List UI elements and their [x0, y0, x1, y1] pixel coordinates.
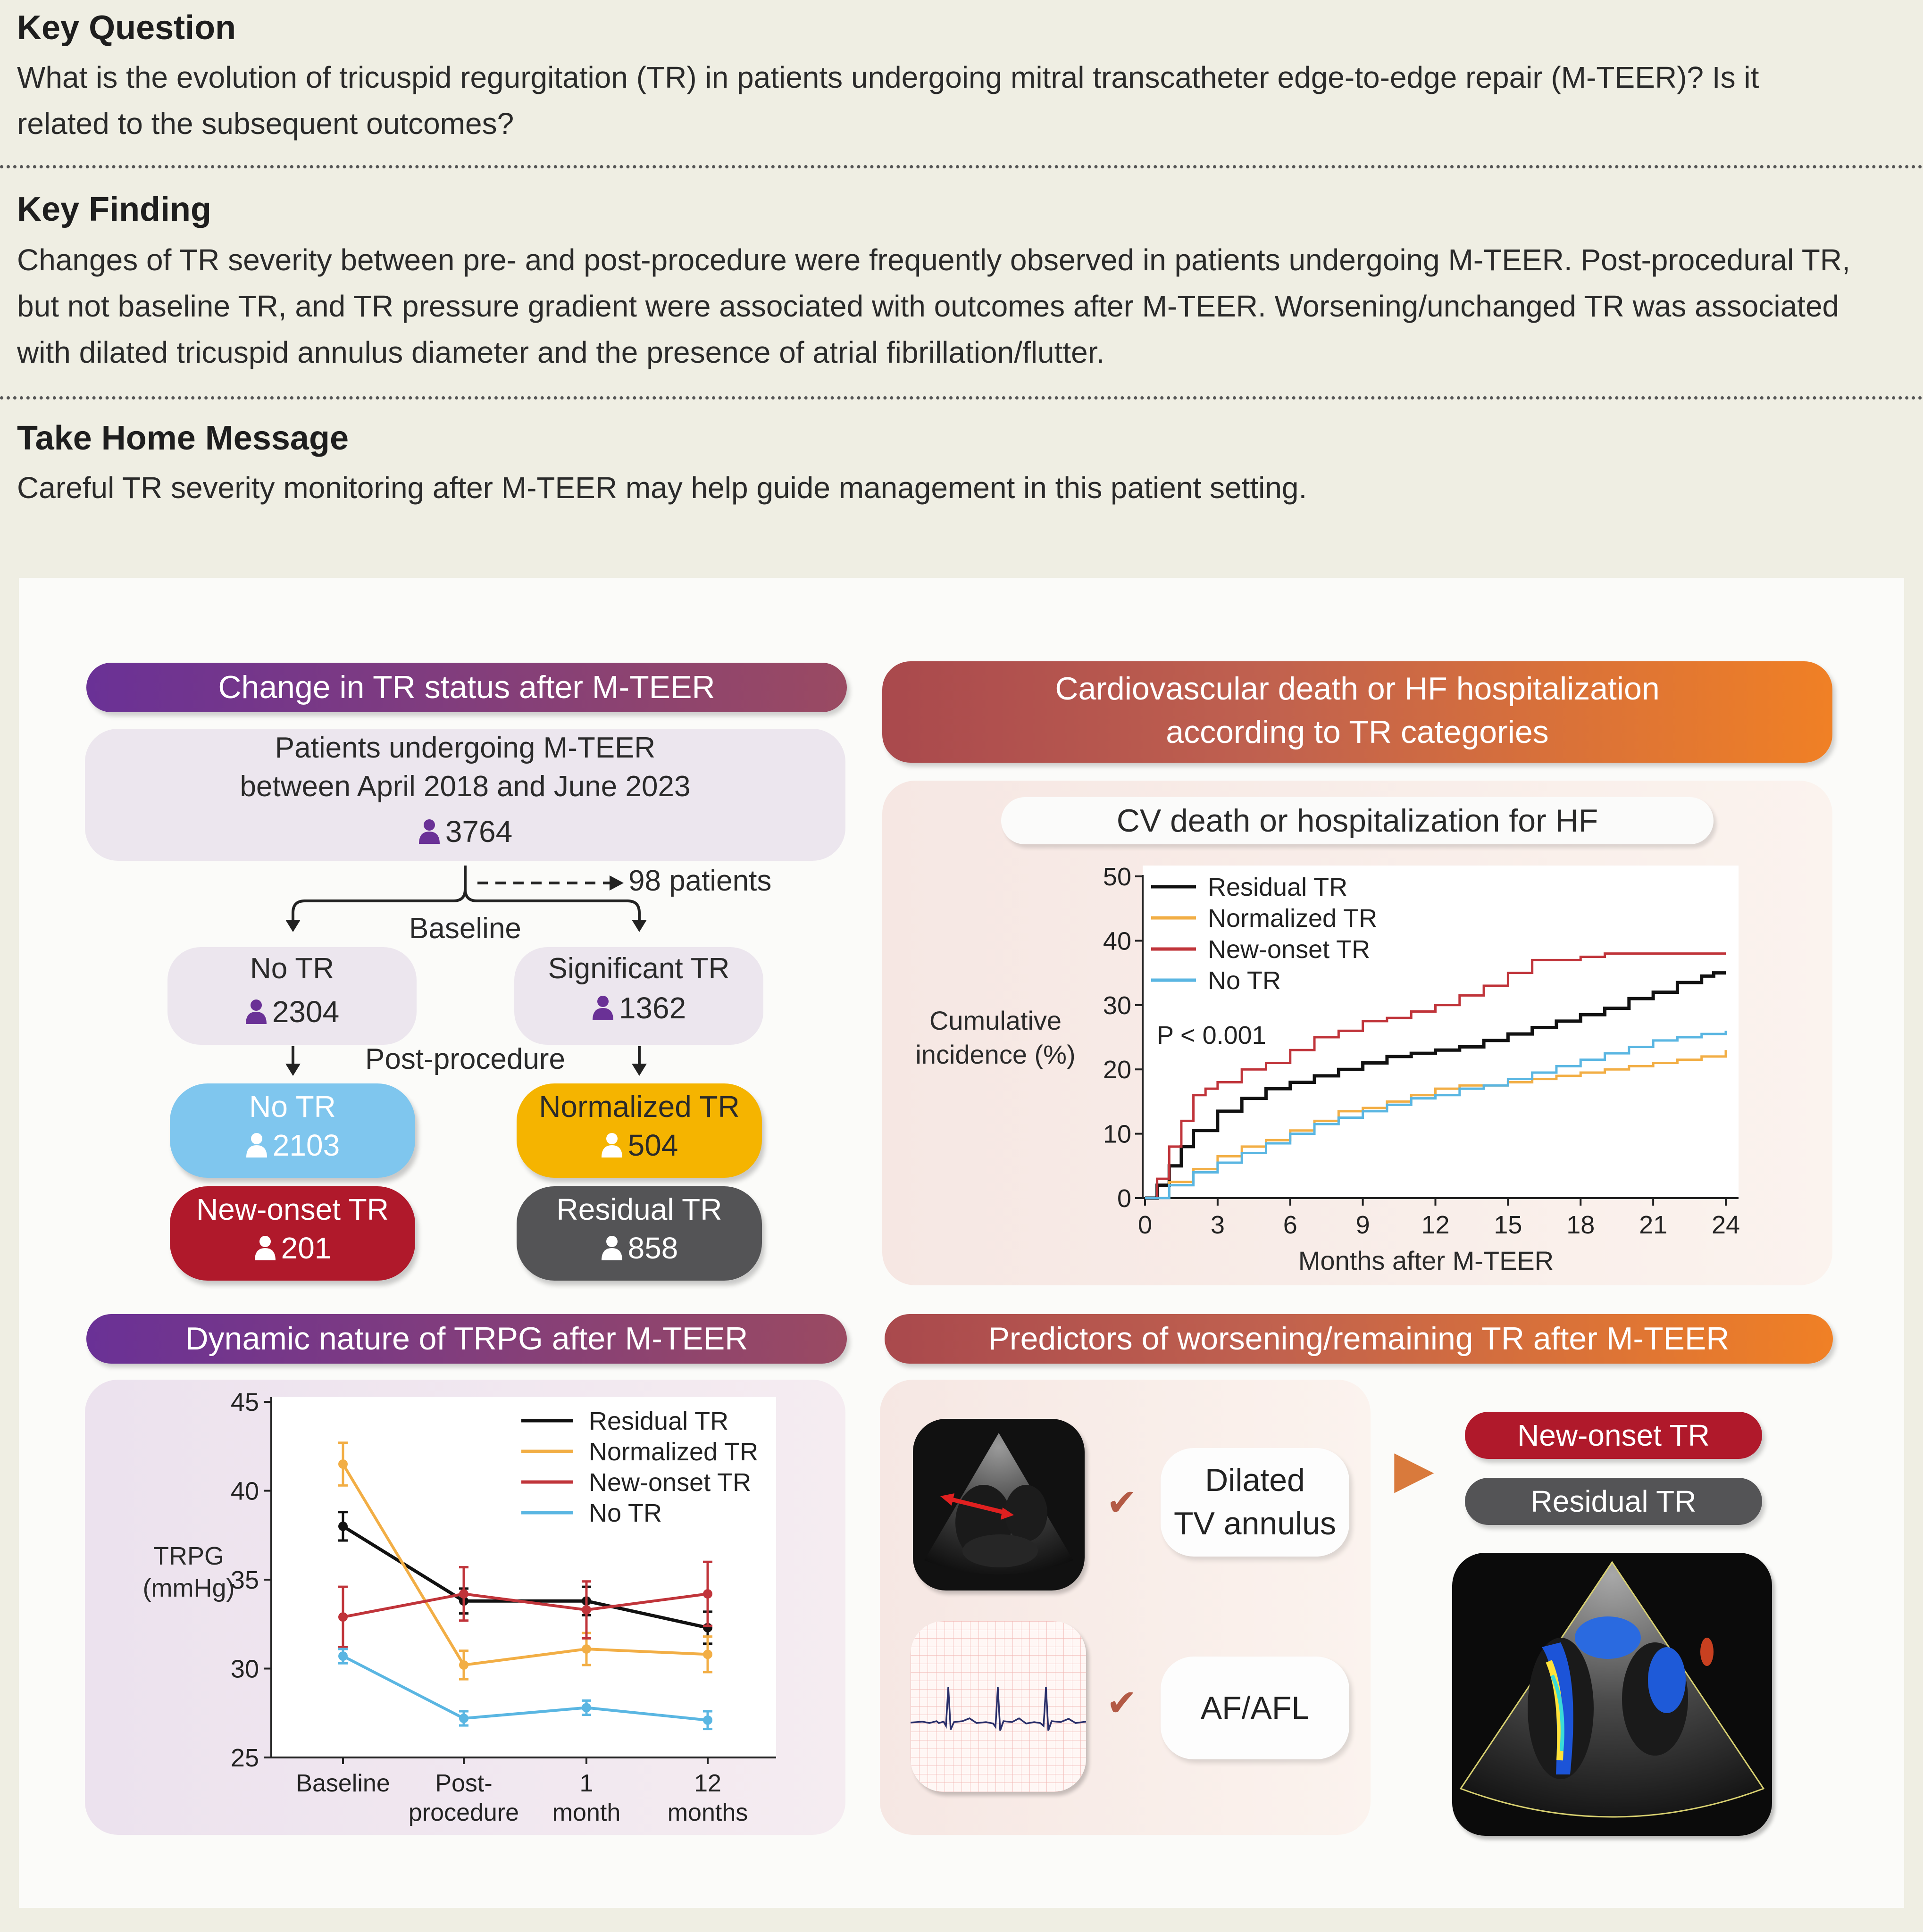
- predictor-af-afl: AF/AFL: [1161, 1657, 1349, 1759]
- data-point: [703, 1649, 712, 1659]
- data-point: [703, 1589, 712, 1599]
- x-tick-label: procedure: [408, 1799, 519, 1826]
- x-tick-label: 6: [1283, 1211, 1297, 1239]
- data-point: [459, 1589, 468, 1599]
- y-tick-label: 25: [230, 1744, 259, 1772]
- post-new-onset-label: New-onset TR: [196, 1192, 389, 1226]
- key-question-heading: Key Question: [17, 9, 236, 47]
- legend-label: New-onset TR: [589, 1468, 752, 1497]
- x-tick-label: 3: [1210, 1211, 1225, 1239]
- trpg-title: Dynamic nature of TRPG after M-TEER: [86, 1314, 847, 1364]
- predictor-line: Dilated: [1205, 1462, 1305, 1498]
- y-tick-label: 50: [1103, 863, 1131, 891]
- p-value: P < 0.001: [1157, 1021, 1266, 1049]
- data-point: [459, 1660, 468, 1670]
- km-ylabel-line: incidence (%): [915, 1040, 1076, 1069]
- count-value: 858: [627, 1231, 678, 1265]
- flow-title: Change in TR status after M-TEER: [86, 663, 847, 712]
- echo-image: [913, 1419, 1085, 1591]
- take-home-line: Careful TR severity monitoring after M-TEER may help guide management in this patient setting.: [17, 471, 1307, 505]
- legend-label: New-onset TR: [1208, 935, 1371, 964]
- data-point: [338, 1459, 348, 1469]
- outcome-residual-tr: Residual TR: [1465, 1478, 1762, 1525]
- y-tick-label: 0: [1117, 1184, 1131, 1213]
- outcome-new-onset-tr: New-onset TR: [1465, 1412, 1762, 1459]
- post-residual-label: Residual TR: [556, 1192, 722, 1226]
- y-tick-label: 30: [230, 1655, 259, 1683]
- x-tick-label: Baseline: [296, 1770, 390, 1797]
- cohort-line: Patients undergoing M-TEER: [275, 732, 656, 764]
- x-tick-label: months: [667, 1799, 748, 1826]
- count-value: 2103: [272, 1128, 340, 1162]
- post-procedure-label: Post-procedure: [365, 1043, 565, 1075]
- x-tick-label: 15: [1494, 1211, 1522, 1239]
- x-tick-label: 18: [1566, 1211, 1595, 1239]
- key-finding-heading: Key Finding: [17, 191, 211, 228]
- excluded-label: 98 patients: [628, 865, 772, 897]
- data-point: [338, 1651, 348, 1661]
- baseline-label: Baseline: [409, 912, 521, 945]
- baseline-sig-tr-label: Significant TR: [548, 952, 730, 985]
- check-icon: ✔: [1106, 1682, 1137, 1724]
- data-point: [459, 1714, 468, 1723]
- check-icon: ✔: [1106, 1482, 1137, 1523]
- legend-label: Normalized TR: [1208, 904, 1378, 933]
- doppler-echo-image: [1452, 1553, 1772, 1836]
- data-point: [338, 1522, 348, 1531]
- x-tick-label: 9: [1355, 1211, 1370, 1239]
- echo-scan-graphic: [913, 1419, 1085, 1591]
- ecg-image: [911, 1621, 1086, 1792]
- y-tick-label: 40: [230, 1477, 259, 1506]
- x-tick-label: 24: [1711, 1211, 1740, 1239]
- y-tick-label: 45: [230, 1388, 259, 1416]
- result-arrow-icon: ▶: [1394, 1440, 1434, 1498]
- post-normalized-label: Normalized TR: [539, 1090, 740, 1124]
- km-xlabel: Months after M-TEER: [1298, 1246, 1554, 1275]
- key-question-line: What is the evolution of tricuspid regurgitation (TR) in patients undergoing mitral transcatheter edge-to-edge repair (M-TEER)? Is it: [17, 60, 1759, 94]
- km-ylabel-line: Cumulative: [929, 1006, 1062, 1035]
- predictor-dilated-tv-annulus: [1161, 1448, 1349, 1557]
- y-tick-label: 10: [1103, 1120, 1131, 1149]
- doppler-graphic: [1452, 1553, 1772, 1836]
- outcome-title-line: according to TR categories: [1166, 714, 1549, 750]
- key-finding-line: but not baseline TR, and TR pressure gradient were associated with outcomes after M-TEER. Worsening/unchanged TR was associated: [17, 289, 1839, 323]
- legend-label: Residual TR: [1208, 873, 1348, 901]
- count-value: 201: [281, 1231, 332, 1265]
- trpg-ylabel-line: (mmHg): [142, 1574, 235, 1602]
- legend-label: Residual TR: [589, 1407, 729, 1435]
- x-tick-label: 12: [1421, 1211, 1450, 1239]
- data-point: [582, 1644, 591, 1654]
- legend-label: No TR: [589, 1499, 662, 1527]
- post-no-tr-label: No TR: [249, 1090, 336, 1124]
- y-tick-label: 20: [1103, 1056, 1131, 1084]
- predictor-line: TV annulus: [1174, 1506, 1336, 1541]
- count-value: 2304: [272, 995, 340, 1029]
- cohort-line: between April 2018 and June 2023: [240, 770, 691, 803]
- y-tick-label: 40: [1103, 927, 1131, 956]
- key-finding-line: Changes of TR severity between pre- and post-procedure were frequently observed in patients undergoing M-TEER. Post-procedural TR,: [17, 243, 1850, 277]
- trpg-ylabel-line: TRPG: [153, 1542, 224, 1570]
- x-tick-label: 0: [1137, 1211, 1153, 1239]
- predictors-title: Predictors of worsening/remaining TR after M-TEER: [885, 1314, 1833, 1364]
- data-point: [582, 1703, 591, 1712]
- legend-label: No TR: [1208, 966, 1281, 995]
- count-value: 504: [627, 1128, 678, 1162]
- x-tick-label: 12: [694, 1770, 721, 1797]
- cohort-count-value: 3764: [445, 815, 513, 849]
- x-tick-label: Post-: [435, 1770, 493, 1797]
- x-tick-label: month: [552, 1799, 621, 1826]
- baseline-no-tr-label: No TR: [250, 952, 334, 985]
- x-tick-label: 1: [579, 1770, 594, 1797]
- km-chart-title: CV death or hospitalization for HF: [1116, 803, 1598, 839]
- key-question-line: related to the subsequent outcomes?: [17, 107, 514, 141]
- data-point: [338, 1612, 348, 1622]
- take-home-heading: Take Home Message: [17, 419, 349, 457]
- y-tick-label: 35: [230, 1566, 259, 1594]
- key-finding-line: with dilated tricuspid annulus diameter and the presence of atrial fibrillation/flutter.: [17, 335, 1105, 369]
- outcome-title-line: Cardiovascular death or HF hospitalization: [1055, 671, 1660, 707]
- data-point: [703, 1715, 712, 1725]
- legend-label: Normalized TR: [589, 1438, 759, 1466]
- x-tick-label: 21: [1639, 1211, 1668, 1239]
- data-point: [582, 1605, 591, 1615]
- y-tick-label: 30: [1103, 991, 1131, 1020]
- ecg-trace-graphic: [911, 1621, 1086, 1792]
- count-value: 1362: [619, 991, 686, 1025]
